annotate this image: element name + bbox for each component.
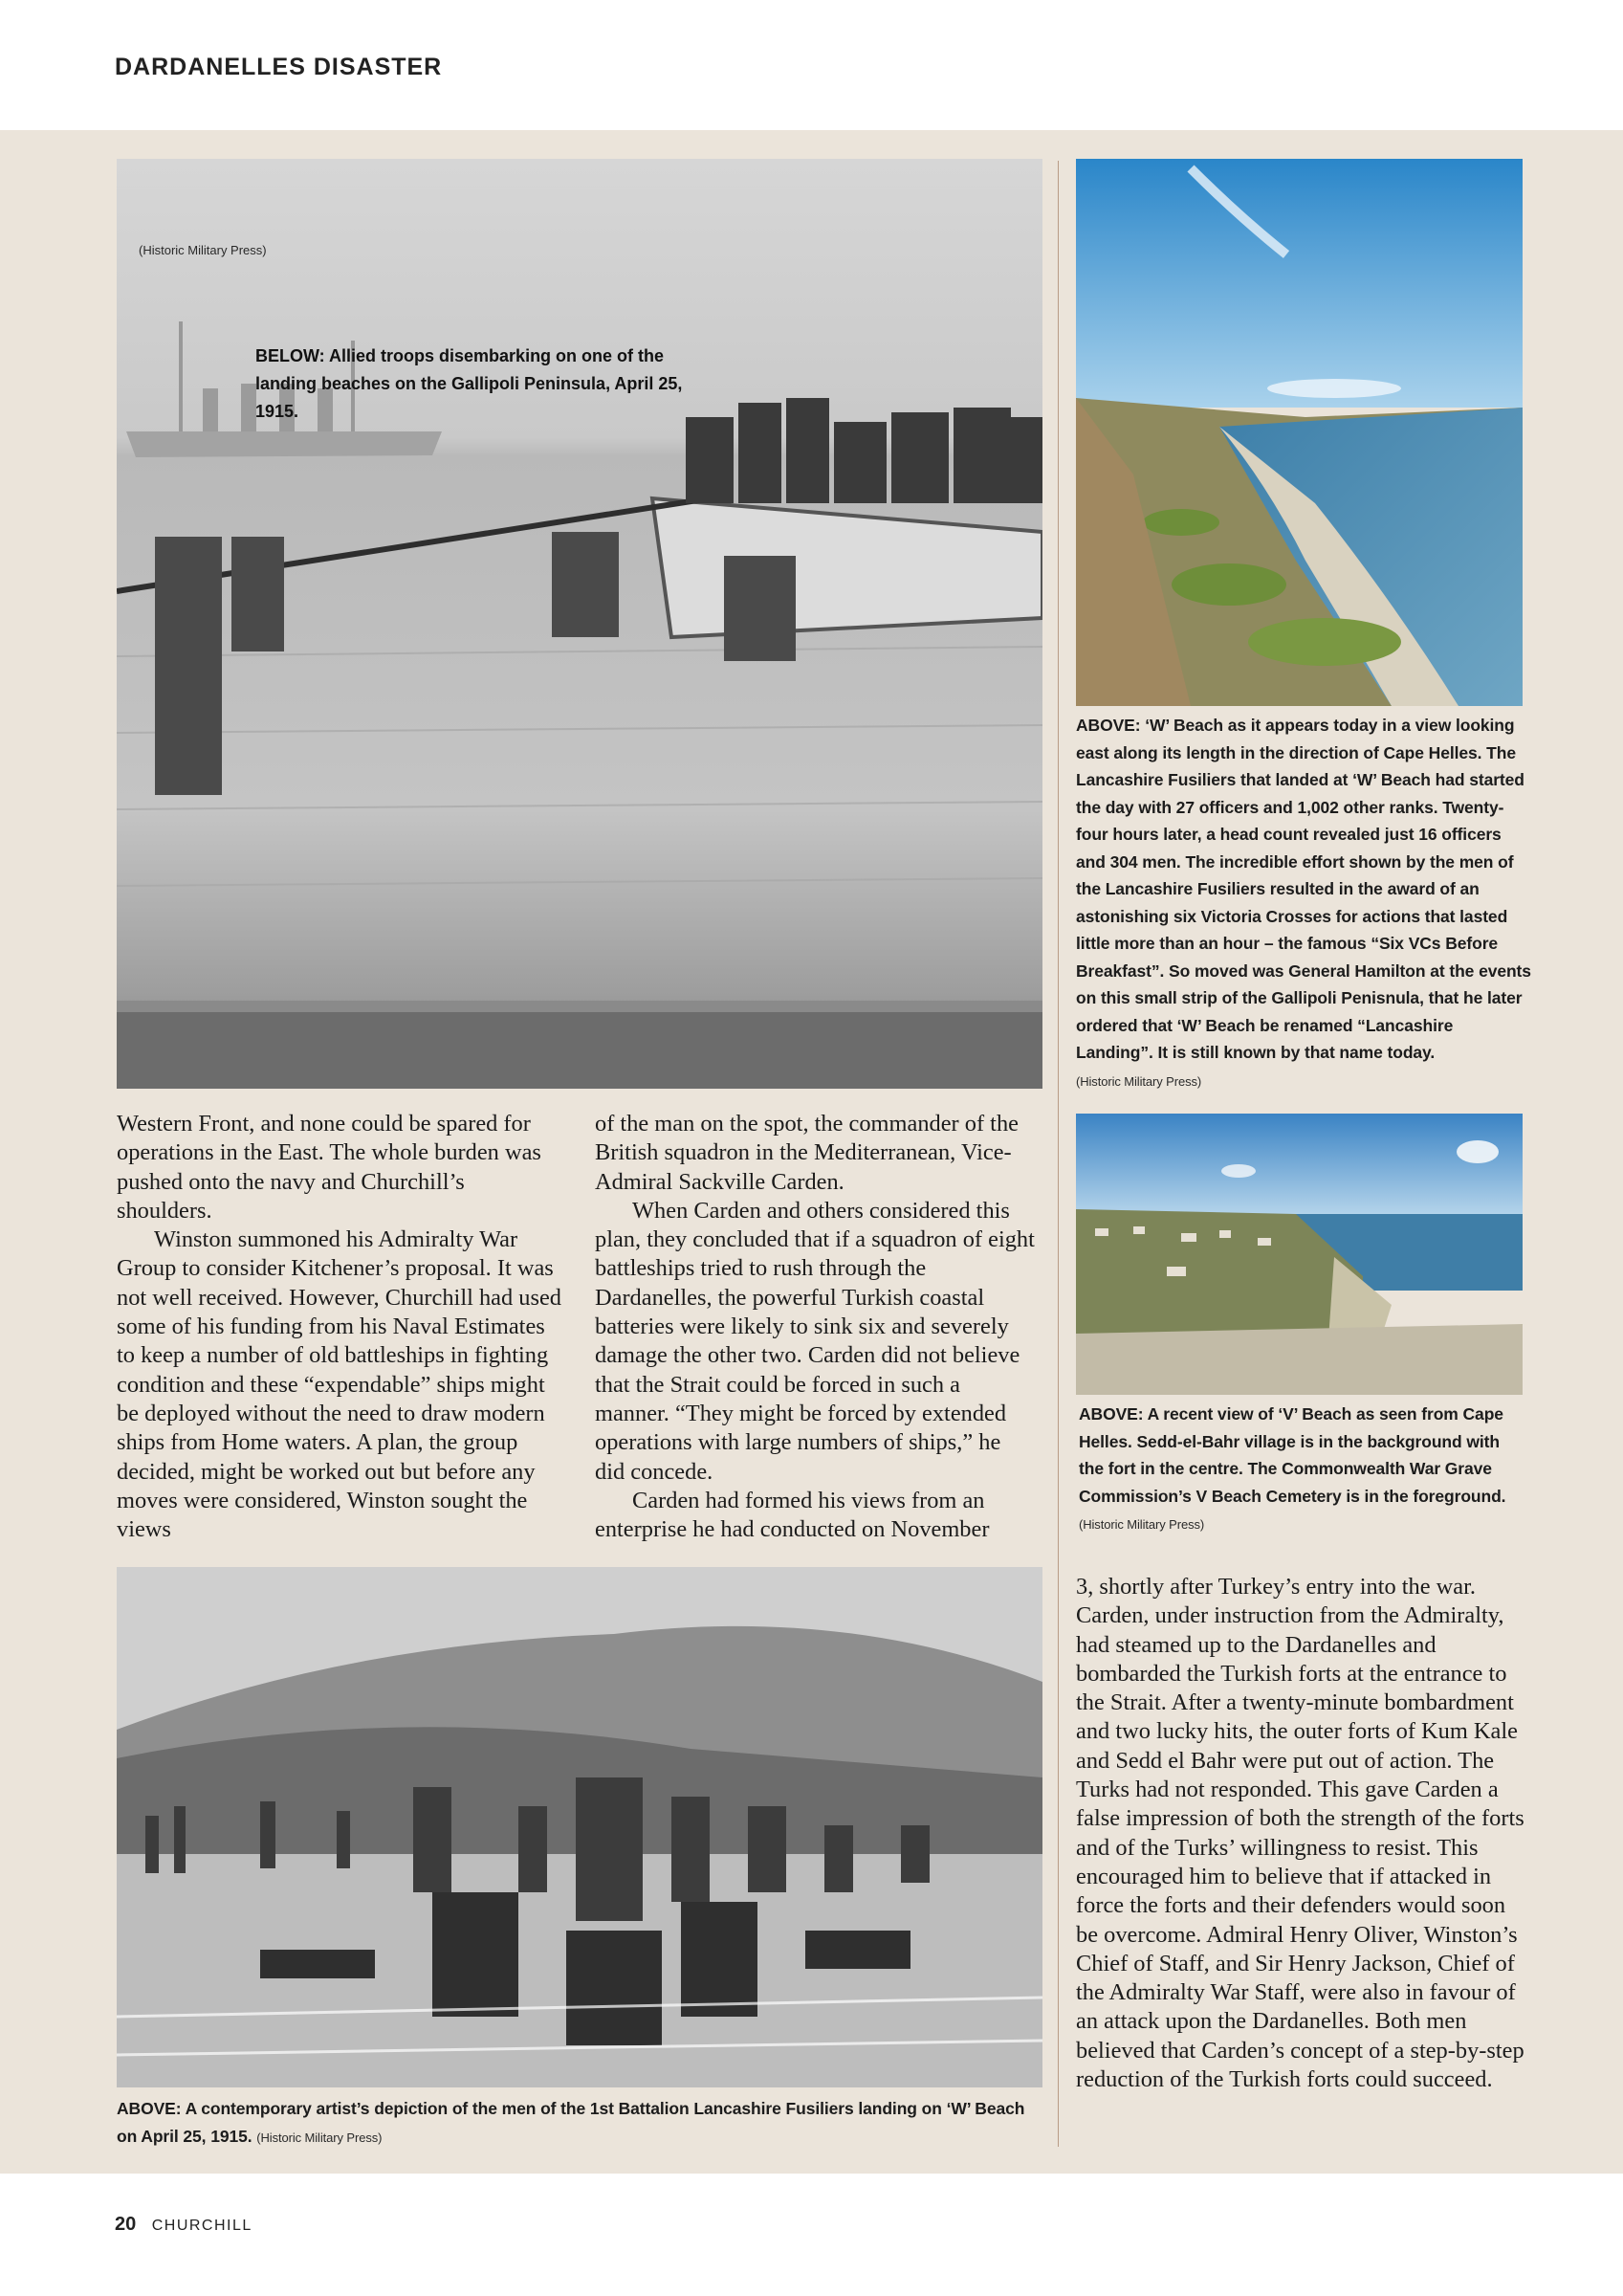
column-divider (1058, 161, 1059, 2147)
w-beach-caption: ABOVE: ‘W’ Beach as it appears today in a view looking east along its length in the direction of Cape Helles. The Lancashire Fusiliers that landed at ‘W’ Beach had started the day with 27 officers and 1,002 other ranks. Twenty-four hours later, a head count revealed just 16 officers and 304 men. The incredible effort shown by the men of the Lancashire Fusiliers resulted in the award of an astonishing six Victoria Crosses for actions that lasted little more than an hour – the famous “Six VCs Before Breakfast”. So moved was General Hamilton at the events on this small strip of the Gallipoli Penisnula, that he later ordered that ‘W’ Beach be renamed “Lancashire Landing”. It is still known by that name today. (Historic Military Press) (1076, 716, 1531, 1089)
paragraph: 3, shortly after Turkey’s entry into the war. Carden, under instruction from the Admiralty, had steamed up to the Dardanelles and bombarded the Turkish forts at the entrance to the Strait. After a twenty-minute bombardment and two lucky hits, the outer forts of Kum Kale and Sedd el Bahr were put out of action. The Turks had not responded. This gave Carden a false impression of both the strength of the forts and of the Turks’ willingness to resist. This encouraged him to believe that if attacked in force the forts and their defenders would soon be overcome. Admiral Henry Oliver, Winston’s Chief of Staff, and Sir Henry Jackson, Chief of the Admiralty War Staff, were also in favour of an attack upon the Dardanelles. Both men believed that Carden’s concept of a step-by-step reduction of the Turkish forts could succeed. (1076, 1574, 1524, 2093)
page-number: 20 (115, 2214, 137, 2235)
magazine-name: CHURCHILL (151, 2218, 252, 2234)
v-beach-caption: ABOVE: A recent view of ‘V’ Beach as seen from Cape Helles. Sedd-el-Bahr village is in the background with the fort in the centre. The Commonwealth War Grave Commission’s V Beach Cemetery is in the foreground. (Historic Military Press) (1079, 1404, 1506, 1532)
landing-photo-caption: BELOW: Allied troops disembarking on one of the landing beaches on the Gallipoli Peninsula, April 25, 1915. (255, 346, 683, 421)
section-title: DARDANELLES DISASTER (115, 54, 443, 80)
paragraph: Western Front, and none could be spared for operations in the East. The whole burden was pushed onto the navy and Churchill’s shoulders. (117, 1111, 541, 1224)
article-column-3 (1076, 1573, 1525, 2094)
paragraph: When Carden and others considered this plan, they concluded that if a squadron of eight battleships tried to rush through the Dardanelles, the powerful Turkish coastal batteries were likely to sink six and severely damage the other two. Carden did not believe that the Strait could be forced in such a manner. “They might be forced by extended operations with large numbers of ships,” he did concede. (595, 1197, 1035, 1485)
article-column-2 (595, 1110, 1035, 1544)
paragraph: of the man on the spot, the commander of the British squadron in the Mediterranean, Vice-Admiral Sackville Carden. (595, 1111, 1019, 1195)
paragraph: Winston summoned his Admiralty War Group to consider Kitchener’s proposal. It was not well received. However, Churchill had used some of his funding from his Naval Estimates to keep a number of old battleships in fighting condition and these “expendable” ships might be deployed without the need to draw modern ships from Home waters. A plan, the group decided, might be worked out but before any moves were considered, Winston sought the views (117, 1226, 562, 1543)
v-beach-photo (1076, 1114, 1523, 1395)
artist-depiction-caption: ABOVE: A contemporary artist’s depiction of the men of the 1st Battalion Lancashire Fusiliers landing on ‘W’ Beach on April 25, 1915. (Historic Military Press) (117, 2099, 1025, 2146)
w-beach-photo (1076, 159, 1523, 706)
landing-photo-credit: (Historic Military Press) (139, 243, 267, 257)
paragraph: Carden had formed his views from an enterprise he had conducted on November (595, 1487, 990, 1543)
page-footer (115, 2214, 252, 2236)
article-column-1 (117, 1110, 564, 1544)
artist-depiction (117, 1567, 1042, 2087)
landing-photo (117, 159, 1042, 1089)
